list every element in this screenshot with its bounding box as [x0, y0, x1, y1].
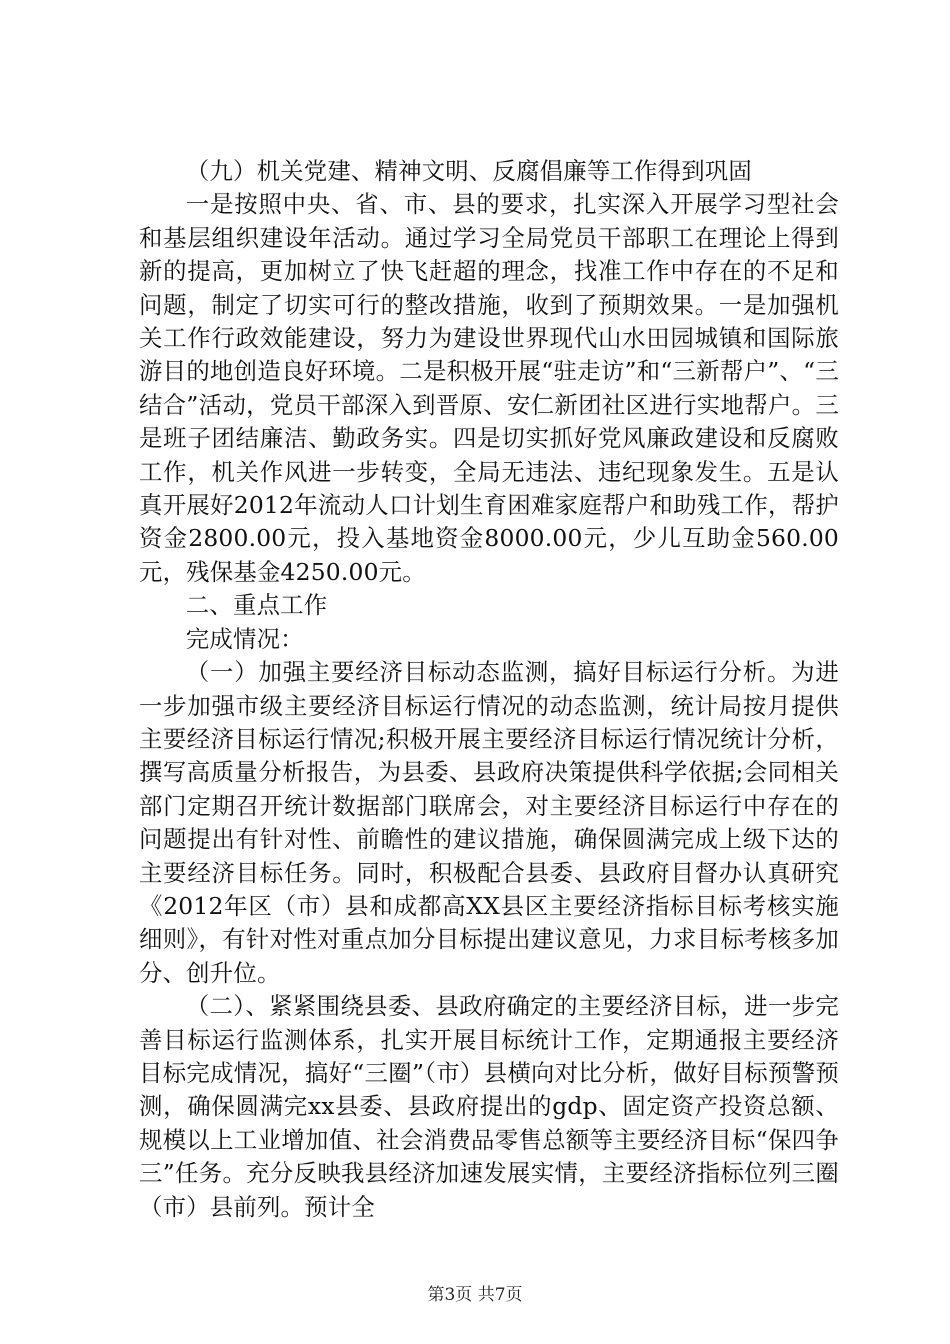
section-heading-nine: （九）机关党建、精神文明、反腐倡廉等工作得到巩固 — [185, 157, 752, 185]
document-body — [139, 155, 839, 1224]
completion-label: 完成情况： — [185, 624, 304, 653]
body-paragraph: （一）加强主要经济目标动态监测，搞好目标运行分析。为进一步加强市级主要经济目标运行情况的动态监测，统计局按月提供主要经济目标运行情况;积极开展主要经济目标运行情况统计分析，撰写高质量分析报告，为县委、县政府决策提供科学依据;会同相关部门定期召开统计数据部门联席会，对主要经济目标运行中存在的问题提出有针对性、前瞻性的建议措施，确保圆满完成上级下达的主要经济目标任务。同时，积极配合县委、县政府目督办认真研究《2012年区（市）县和成都高XX县区主要经济指标目标考核实施细则》，有针对性对重点加分目标提出建议意见，力求目标考核多加分、创升位。 — [139, 658, 839, 987]
page-footer: 第3页 共7页 — [427, 1285, 523, 1305]
section-heading-two: 二、重点工作 — [185, 591, 328, 620]
body-paragraph: （二）、紧紧围绕县委、县政府确定的主要经济目标，进一步完善目标运行监测体系，扎实开展目标统计工作，定期通报主要经济目标完成情况，搞好“三圈”（市）县横向对比分析，做好目标预警预测，确保圆满完xx县委、县政府提出的gdp、固定资产投资总额、规模以上工业增加值、社会消费品零售总额等主要经济目标“保四争三”任务。充分反映我县经济加速发展实情，主要经济指标位列三圈（市）县前列。预计全 — [139, 992, 839, 1221]
body-paragraph: 一是按照中央、省、市、县的要求，扎实深入开展学习型社会和基层组织建设年活动。通过学习全局党员干部职工在理论上得到新的提高，更加树立了快飞赶超的理念，找准工作中存在的不足和问题，制定了切实可行的整改措施，收到了预期效果。一是加强机关工作行政效能建设，努力为建设世界现代山水田园城镇和国际旅游目的地创造良好环境。二是积极开展“驻走访”和“三新帮户”、“三结合”活动，党员干部深入到晋原、安仁新团社区进行实地帮户。三是班子团结廉洁、勤政务实。四是切实抓好党风廉政建设和反腐败工作，机关作风进一步转变，全局无违法、违纪现象发生。五是认真开展好2012年流动人口计划生育困难家庭帮户和助残工作，帮护资金2800.00元，投入基地资金8000.00元，少儿互助金560.00元，残保基金4250.00元。 — [139, 190, 840, 586]
